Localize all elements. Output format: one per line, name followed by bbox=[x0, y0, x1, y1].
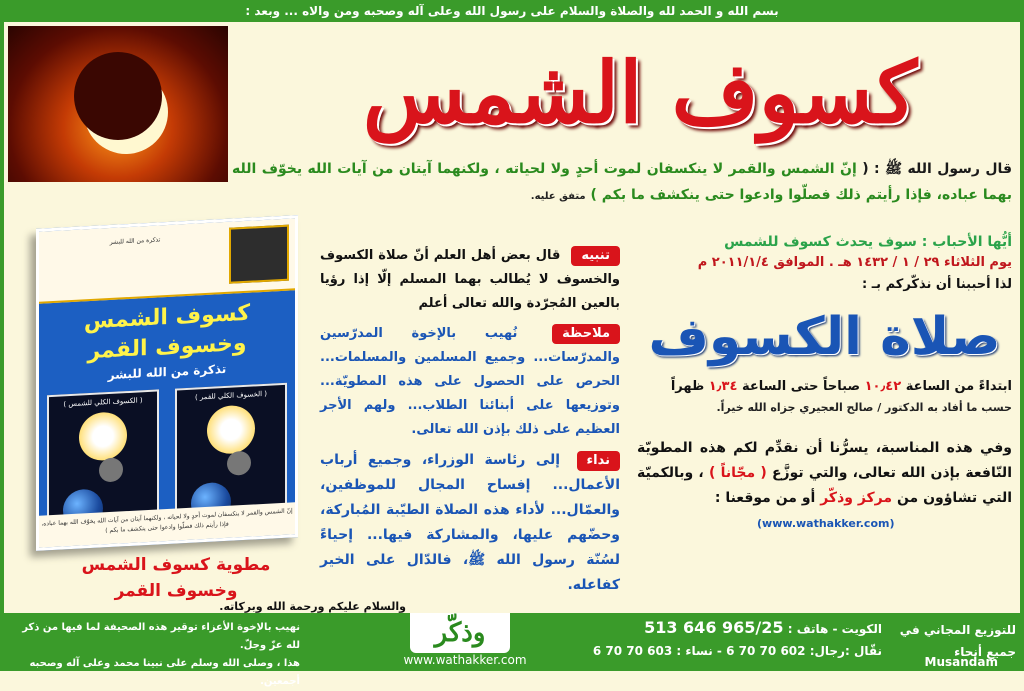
mulahaza-tag: ملاحظة bbox=[552, 324, 620, 344]
footer-dua-1: نهيب بالإخوة الأعزاء توقير هذه الصحيفة لما فيها من ذكر لله عزّ وجلّ. bbox=[22, 622, 300, 651]
sun-icon bbox=[207, 404, 255, 455]
booklet-caption-line-1: مطوية كسوف الشمس bbox=[81, 555, 271, 575]
booklet-footer: إنّ الشمس والقمر لا ينكسفان لموت أحدٍ ولا لحياته ، ولكنهما آيتان من آيات الله يخوّف الله بهما عباده، فإذا رأيتم ذلك فصلّوا وادعوا حتى ينكشف ما بكم ) bbox=[39, 502, 295, 547]
panel-right-label: ( الخسوف الكلي للقمر ) bbox=[194, 389, 268, 402]
announcement-greeting: أيُّها الأحباب : سوف يحدث كسوف للشمس bbox=[724, 234, 1012, 250]
footer-dua-2: هذا ، وصلى الله وسلم على نبينا محمد وعلى آله وصحبه أجمعين. bbox=[29, 658, 300, 687]
booklet-caption bbox=[56, 552, 296, 604]
booklet-image bbox=[36, 215, 298, 551]
wathakker-logo[interactable]: وذكّر bbox=[410, 613, 510, 653]
mobile-women: 603 70 70 6 bbox=[592, 644, 673, 658]
hadith-body: إنّ الشمس والقمر لا ينكسفان لموت أحدٍ ولا لحياته ، ولكنهما آيتان من آيات الله يخوّف الله بهما عباده، فإذا رأيتم ذلك فصلّوا وادعوا حتى ينكشف ما بكم ) bbox=[232, 161, 1012, 203]
mobile-men: 602 70 70 6 bbox=[726, 644, 806, 658]
tanbih-text: قال بعض أهل العلم أنّ صلاة الكسوف والخسوف لا يُطالب بهما المسلم إلّا إذا رؤيا بالعين المُجرّدة والله تعالى أعلم bbox=[320, 248, 620, 311]
free-label: ( مجّاناً ) bbox=[708, 465, 767, 481]
tanbih-note bbox=[320, 244, 620, 316]
nida-text: إلى رئاسة الوزراء، وجميع أرباب الأعمال... إفساح المجال للموظفين، والعمّال... لأداء هذه الصلاة الطيّبة المُباركة، وحضّهم عليها، والمشاركة فيها... إحياءً لسُنّة رسول الله ﷺ، فالدّال على الخير كفاعله. bbox=[320, 452, 620, 593]
hadith-text bbox=[232, 156, 1012, 210]
occasion-text bbox=[637, 436, 1012, 511]
announcement bbox=[637, 232, 1012, 530]
time-prefix: ابتداءً من الساعة bbox=[905, 379, 1012, 394]
occasion-part-2: ، وبالكميّة التي تشاؤون من bbox=[637, 465, 1012, 506]
mobile-label: نقّال :رجال: bbox=[809, 644, 882, 658]
time-suffix: ظهراً bbox=[670, 379, 705, 394]
moon-icon bbox=[227, 451, 251, 476]
footer-website-link[interactable]: www.wathakker.com bbox=[403, 653, 527, 667]
nida-note bbox=[320, 448, 620, 598]
remind-line: لذا أحببنا أن نذكّركم بـ : bbox=[862, 277, 1012, 292]
mobile-women-label: - نساء : bbox=[676, 644, 722, 658]
footer-dua bbox=[8, 619, 300, 691]
phone-number: 965/25 646 513 bbox=[644, 618, 784, 637]
booklet-header bbox=[39, 218, 295, 303]
booklet-logo bbox=[229, 225, 289, 284]
hadith-source: متفق عليه. bbox=[530, 191, 586, 202]
prayer-time bbox=[637, 376, 1012, 398]
distribution-note: للتوزيع المجاني في جميع أنحاء bbox=[899, 623, 1016, 659]
kuwait-label: الكويت - هاتف : bbox=[787, 622, 882, 636]
footer bbox=[0, 613, 1024, 687]
nida-tag: نداء bbox=[577, 451, 621, 471]
time-source: حسب ما أفاد به الدكتور / صالح العجيري جزاه الله خيراً. bbox=[716, 401, 1012, 414]
occasion-part-3: أو من موقعنا : bbox=[714, 490, 816, 506]
page-title: كسوف الشمس bbox=[362, 43, 918, 142]
moon-icon bbox=[99, 457, 123, 482]
booklet-title: كسوف الشمس وخسوف القمر bbox=[83, 300, 251, 365]
occasion-part-1: وفي هذه المناسبة، يسرُّنا أن نقدِّم لكم هذه المطويّة النّافعة بإذن الله تعالى، والتي توزَّع bbox=[637, 440, 1012, 481]
eclipse-photo bbox=[8, 26, 228, 182]
mulahaza-text: نُهيب بالإخوة المدرّسين والمدرّسات... وجميع المسلمين والمسلمات... الحرص على الحصول على هذه المطويّة... وتوزيعها على أبنائنا الطلاب... ولهم الأجر العظيم على ذلك بإذن الله تعالى. bbox=[320, 326, 620, 437]
time-start: ١٠٫٤٢ bbox=[864, 379, 902, 394]
mulahaza-note bbox=[320, 322, 620, 442]
website-link[interactable]: (www.wathakker.com) bbox=[757, 517, 895, 530]
time-end: ١٫٣٤ bbox=[708, 379, 738, 394]
booklet-subtitle: تذكرة من الله للبشر bbox=[107, 361, 227, 383]
closing-salam: والسلام عليكم ورحمة الله وبركاته. bbox=[219, 600, 406, 613]
sun-icon bbox=[79, 411, 127, 462]
footer-contact bbox=[552, 617, 882, 662]
eclipse-date: يوم الثلاثاء ٢٩ / ١ / ١٤٣٢ هـ . الموافق ٢٠١١/١/٤ م bbox=[697, 255, 1012, 270]
time-mid: صباحاً حتى الساعة bbox=[741, 379, 861, 394]
booklet-header-text: تذكرة من الله للبشر bbox=[109, 236, 161, 247]
musandam-brand: Musandam bbox=[924, 655, 998, 669]
hadith-intro: قال رسول الله ﷺ : ( bbox=[862, 161, 1012, 177]
center-name: مركز وذكّر bbox=[820, 490, 893, 506]
panel-left-label: ( الكسوف الكلي للشمس ) bbox=[63, 396, 143, 409]
basmala-bar: بسم الله و الحمد لله والصلاة والسلام على رسول الله وعلى آله وصحبه ومن والاه ... وبعد : bbox=[0, 0, 1024, 22]
tanbih-tag: تنبيه bbox=[571, 246, 620, 266]
notes-column bbox=[320, 244, 620, 598]
booklet-caption-line-2: وخسوف القمر bbox=[114, 581, 238, 601]
salat-title: صلاة الكسوف bbox=[648, 307, 1001, 367]
